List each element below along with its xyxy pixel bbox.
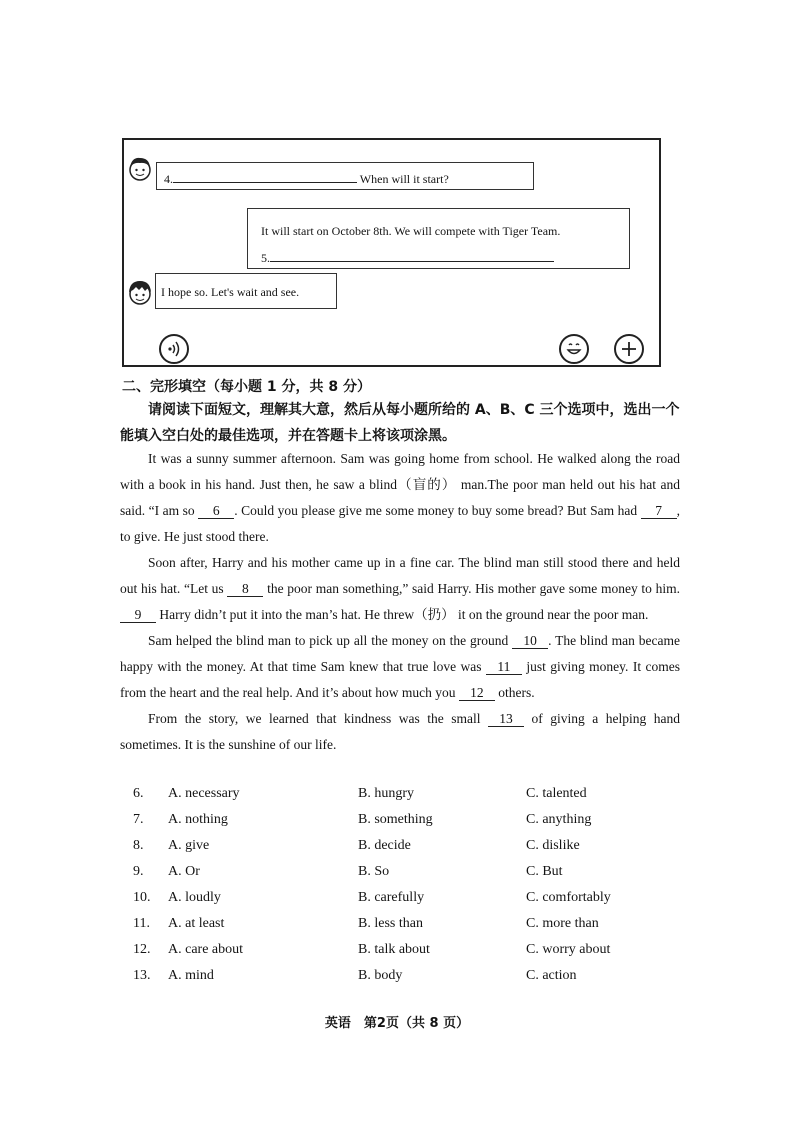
option-a[interactable]: A. at least — [168, 916, 225, 931]
voice-icon[interactable] — [159, 334, 189, 364]
blank-5-number: 5. — [261, 251, 270, 265]
closing-bubble — [155, 273, 337, 309]
question-number: 9. — [133, 864, 144, 879]
question-number: 13. — [133, 968, 151, 983]
option-c[interactable]: C. talented — [526, 786, 587, 801]
bubble-text-when: When will it start? — [359, 172, 449, 186]
option-b[interactable]: B. something — [358, 812, 433, 827]
plus-icon[interactable] — [614, 334, 644, 364]
blank-13: 13 — [488, 712, 524, 727]
blank-7: 7 — [641, 504, 677, 519]
option-a[interactable]: A. nothing — [168, 812, 228, 827]
child-avatar-icon — [126, 154, 154, 184]
option-c[interactable]: C. worry about — [526, 942, 611, 957]
option-a[interactable]: A. necessary — [168, 786, 240, 801]
question-number: 12. — [133, 942, 151, 957]
question-bubble — [156, 162, 534, 190]
instructions-text: 请阅读下面短文，理解其大意，然后从每小题所给的 A、B、C 三个选项中，选出一个能填入空白处的最佳选项，并在答题卡上将该项涂黑。 — [120, 402, 680, 444]
option-c[interactable]: C. more than — [526, 916, 599, 931]
option-b[interactable]: B. talk about — [358, 942, 430, 957]
blank-9: 9 — [120, 608, 156, 623]
passage-paragraph: It was a sunny summer afternoon. Sam was going home from school. He walked along the road with a book in his hand. Just then, he saw a blind（盲的） man.The poor man held out his hat and said. “I am so 6 . Could you please give me some money to buy some bread? But Sam had 7 , to give. He just stood there. — [120, 451, 680, 544]
option-c[interactable]: C. dislike — [526, 838, 580, 853]
reply-text: It will start on October 8th. We will compete with Tiger Team. — [261, 224, 561, 238]
option-c[interactable]: C. But — [526, 864, 563, 879]
question-number: 7. — [133, 812, 144, 827]
blank-6: 6 — [198, 504, 234, 519]
option-a[interactable]: A. give — [168, 838, 210, 853]
page-footer: 英语 第2页（共 8 页） — [324, 1016, 470, 1031]
option-a[interactable]: A. loudly — [168, 890, 221, 905]
option-a[interactable]: A. mind — [168, 968, 214, 983]
section-instructions — [120, 397, 680, 449]
option-c[interactable]: C. anything — [526, 812, 592, 827]
option-a[interactable]: A. care about — [168, 942, 244, 957]
option-b[interactable]: B. So — [358, 864, 390, 879]
answer-line-5 — [270, 249, 554, 262]
passage-paragraph: From the story, we learned that kindness was the small 13 of giving a helping hand sometimes. It is the sunshine of our life. — [120, 711, 681, 752]
option-b[interactable]: B. hungry — [358, 786, 414, 801]
blank-8: 8 — [227, 582, 263, 597]
question-number: 10. — [133, 890, 151, 905]
option-c[interactable]: C. action — [526, 968, 577, 983]
blank-4-number: 4. — [164, 172, 173, 186]
passage-paragraph: Sam helped the blind man to pick up all the money on the ground 10 . The blind man became happy with the money. At that time Sam knew that true love was 11 just giving money. It comes from the heart and the real help. And it’s about how much you 12 others. — [120, 633, 680, 700]
question-number: 8. — [133, 838, 144, 853]
blank-12: 12 — [459, 686, 495, 701]
answer-line-4 — [173, 170, 357, 183]
dialog-box — [122, 138, 661, 367]
option-b[interactable]: B. decide — [358, 838, 411, 853]
blank-11: 11 — [486, 660, 522, 675]
reply-bubble — [247, 208, 630, 269]
option-a[interactable]: A. Or — [168, 864, 200, 879]
passage-paragraph: Soon after, Harry and his mother came up in a fine car. The blind man still stood there and held out his hat. “Let us 8 the poor man something,” said Harry. His mother gave some money to him. 9 Harry didn’t put it into the man’s hat. He threw（扔） it on the ground near the poor man. — [120, 555, 680, 622]
option-b[interactable]: B. body — [358, 968, 403, 983]
child-avatar-icon — [126, 278, 154, 308]
smiley-icon[interactable] — [559, 334, 589, 364]
option-b[interactable]: B. less than — [358, 916, 423, 931]
option-b[interactable]: B. carefully — [358, 890, 425, 905]
section-title: 二、完形填空（每小题 1 分，共 8 分） — [122, 379, 371, 395]
closing-text: I hope so. Let's wait and see. — [161, 285, 300, 299]
question-number: 6. — [133, 786, 144, 801]
option-c[interactable]: C. comfortably — [526, 890, 611, 905]
cloze-passage — [120, 446, 680, 758]
blank-10: 10 — [512, 634, 548, 649]
question-number: 11. — [133, 916, 150, 931]
